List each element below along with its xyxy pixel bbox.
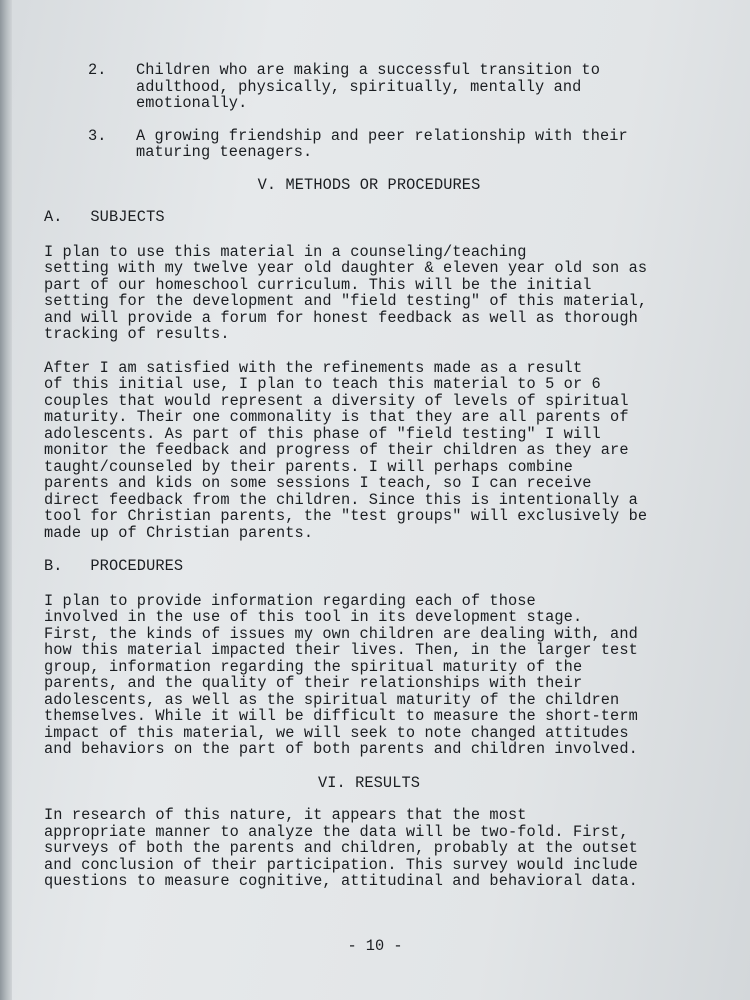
subheading-procedures: B. PROCEDURES bbox=[44, 557, 184, 575]
list-item-text: Children who are making a successful transition to adulthood, physically, spiritually, mentally and emotionally. bbox=[136, 61, 600, 112]
list-item bbox=[44, 128, 694, 161]
paragraph-procedures-1: I plan to provide information regarding each of those involved in the use of this tool in its development stage. First, the kinds of issues my own children are dealing with, and how this material impacted their lives. Then, in the larger test group, information regarding the spiritual maturity of the parents, and the quality of their relationships with their adolescents, as well as the spiritual maturity of the children themselves. While it will be difficult to measure the short-term impact of this material, we will seek to note changed attitudes and behaviors on the part of both parents and children involved. bbox=[44, 591, 638, 758]
section-heading-results: VI. RESULTS bbox=[317, 773, 421, 792]
paragraph-subjects-1: I plan to use this material in a counseling/teaching setting with my twelve year old daughter & eleven year old son as part of our homeschool curriculum. This will be the initial setting for the development and "field testing" of this material, and will provide a forum for honest feedback as well as thorough tracking of results. bbox=[44, 242, 648, 343]
list-item bbox=[44, 62, 694, 112]
paragraph-results-1: In research of this nature, it appears that the most appropriate manner to analyze the data will be two-fold. First, surveys of both the parents and children, probably at the outset and conclusion of their participation. This survey would include questions to measure cognitive, attitudinal and behavioral data. bbox=[44, 806, 638, 890]
list-item-number: 2. bbox=[88, 61, 107, 79]
subheading-subjects: A. SUBJECTS bbox=[44, 208, 165, 226]
document-body bbox=[44, 62, 694, 907]
paragraph-subjects-2: After I am satisfied with the refinements made as a result of this initial use, I plan to teach this material to 5 or 6 couples that would represent a diversity of levels of spiritual maturity. Their one commonality is that they are all parents of adolescents. As part of this phase of "field testing" I will monitor the feedback and progress of their children as they are taught/counseled by their parents. I will perhaps combine parents and kids on some sessions I teach, so I can receive direct feedback from the children. Since this is intentionally a tool for Christian parents, the "test groups" will exclusively be made up of Christian parents. bbox=[44, 358, 648, 542]
page-number: - 10 - bbox=[347, 937, 403, 955]
page-binding-edge bbox=[0, 0, 12, 1000]
list-item-number: 3. bbox=[88, 126, 107, 145]
section-heading-methods: V. METHODS OR PROCEDURES bbox=[257, 175, 481, 194]
list-item-text: A growing friendship and peer relationship with their maturing teenagers. bbox=[136, 126, 628, 161]
